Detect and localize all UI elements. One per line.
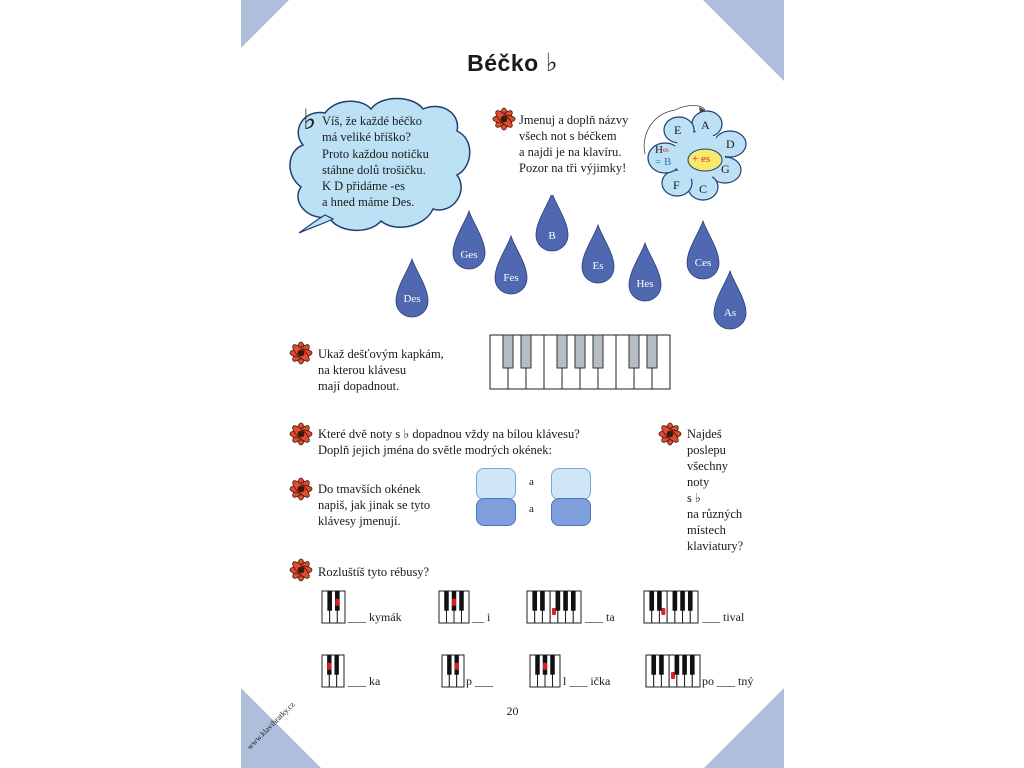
rebus-answer[interactable] bbox=[702, 610, 744, 625]
rebus-keyboard[interactable] bbox=[645, 654, 701, 688]
rebus-suffix: ta bbox=[606, 610, 615, 624]
marked-key-dot bbox=[455, 663, 459, 670]
task-find-blind: Najdeš poslepu všechny noty s ♭ na různých místech klaviatury? bbox=[687, 427, 744, 553]
rebus-suffix: i bbox=[487, 610, 491, 624]
black-key[interactable] bbox=[557, 335, 567, 368]
answer-line[interactable]: ___ bbox=[348, 674, 366, 688]
black-key[interactable] bbox=[657, 591, 662, 611]
drop-label: Des bbox=[403, 293, 421, 305]
corner-decoration-bottom-right bbox=[704, 688, 784, 768]
rebus-suffix: tný bbox=[738, 674, 754, 688]
marked-key-dot bbox=[661, 608, 665, 615]
black-key[interactable] bbox=[649, 591, 654, 611]
black-key[interactable] bbox=[571, 591, 576, 611]
answer-line[interactable]: ___ bbox=[475, 674, 493, 688]
black-key[interactable] bbox=[690, 655, 695, 675]
rebus-suffix: ička bbox=[590, 674, 611, 688]
answer-line[interactable]: ___ bbox=[569, 674, 588, 688]
flower-star-icon bbox=[491, 106, 517, 132]
rebus-answer[interactable] bbox=[563, 674, 610, 689]
rebus-prefix: l bbox=[563, 674, 567, 688]
flower-petal-d: D bbox=[726, 137, 735, 151]
black-key[interactable] bbox=[334, 655, 338, 675]
rebus-suffix: kymák bbox=[369, 610, 402, 624]
black-key[interactable] bbox=[535, 655, 540, 675]
flower-center-label: + es bbox=[692, 153, 711, 165]
black-key[interactable] bbox=[540, 591, 545, 611]
corner-decoration-top-left bbox=[241, 0, 291, 50]
rebus-suffix: tival bbox=[723, 610, 745, 624]
drop-label: B bbox=[548, 230, 556, 242]
rebus-answer[interactable] bbox=[702, 674, 753, 689]
black-key[interactable] bbox=[647, 335, 657, 368]
and-label: a bbox=[529, 503, 534, 515]
corner-decoration-bottom-left bbox=[241, 688, 321, 768]
rebus-keyboard[interactable] bbox=[526, 590, 582, 624]
flower-petal-c: C bbox=[699, 182, 708, 196]
and-label: a bbox=[529, 476, 534, 488]
title-text: Béčko bbox=[467, 50, 539, 76]
task-white-key-flats: Které dvě noty s ♭ dopadnou vždy na bílou klávesu? Doplň jejich jména do světle modrých okének: bbox=[318, 427, 580, 457]
black-key[interactable] bbox=[563, 591, 568, 611]
page-title bbox=[241, 48, 784, 77]
rebus-prefix: po bbox=[702, 674, 714, 688]
rebus-keyboard[interactable] bbox=[441, 654, 465, 688]
black-key[interactable] bbox=[532, 591, 537, 611]
rebus-keyboard[interactable] bbox=[529, 654, 561, 688]
task-name-flat-notes: Jmenuj a doplň názvy všech not s béčkem a najdi je na klavíru. Pozor na tři výjimky! bbox=[519, 113, 629, 175]
petal-b-label: = B bbox=[655, 156, 672, 168]
black-key[interactable] bbox=[680, 591, 685, 611]
black-key[interactable] bbox=[659, 655, 664, 675]
keyboard-illustration[interactable] bbox=[489, 334, 673, 392]
drop-label: Fes bbox=[503, 272, 519, 284]
black-key[interactable] bbox=[521, 335, 531, 368]
black-key[interactable] bbox=[556, 591, 561, 611]
black-key[interactable] bbox=[550, 655, 555, 675]
rebus-answer[interactable] bbox=[348, 610, 402, 625]
answer-line[interactable]: ___ bbox=[585, 610, 603, 624]
rebus-prefix: p bbox=[466, 674, 472, 688]
black-key[interactable] bbox=[575, 335, 585, 368]
light-answer-box[interactable] bbox=[476, 468, 516, 500]
black-key[interactable] bbox=[459, 591, 464, 611]
rebus-keyboard[interactable] bbox=[321, 654, 345, 688]
black-key[interactable] bbox=[327, 591, 332, 611]
marked-key-dot bbox=[327, 663, 331, 670]
rebus-suffix: ka bbox=[369, 674, 381, 688]
note-flower-diagram bbox=[635, 96, 755, 208]
flower-star-icon bbox=[288, 476, 314, 502]
answer-line[interactable]: __ bbox=[472, 610, 484, 624]
drop-label: As bbox=[723, 307, 737, 319]
petal-h-label: H bbox=[655, 144, 663, 156]
rebus-answer[interactable] bbox=[466, 674, 493, 689]
black-key[interactable] bbox=[444, 591, 449, 611]
rebus-keyboard[interactable] bbox=[438, 590, 470, 624]
marked-key-dot bbox=[552, 608, 556, 615]
dark-answer-box[interactable] bbox=[551, 498, 591, 526]
black-key[interactable] bbox=[593, 335, 603, 368]
flower-petal-h bbox=[655, 144, 671, 168]
answer-line[interactable]: ___ bbox=[717, 674, 735, 688]
flower-petal-a: A bbox=[701, 118, 710, 132]
marked-key-dot bbox=[543, 663, 547, 670]
flat-symbol-icon: ♭ bbox=[303, 103, 317, 136]
flower-petal-e: E bbox=[674, 123, 682, 137]
petal-es-label: es bbox=[662, 146, 669, 154]
rebus-answer[interactable] bbox=[348, 674, 380, 689]
cloud-poem: Víš, že každé béčko má veliké bříško? Proto každou notičku stáhne dolů trošičku. K D přidáme -es a hned máme Des. bbox=[322, 114, 429, 210]
black-key[interactable] bbox=[675, 655, 680, 675]
drop-label: Hes bbox=[636, 278, 654, 290]
task-dark-boxes: Do tmavších okének napiš, jak jinak se tyto klávesy jmenují. bbox=[318, 482, 431, 528]
flower-star-icon bbox=[288, 557, 314, 583]
black-key[interactable] bbox=[447, 655, 451, 675]
task-rebus: Rozluštíš tyto rébusy? bbox=[318, 565, 430, 579]
rebus-answer[interactable] bbox=[472, 610, 490, 625]
answer-line[interactable]: ___ bbox=[702, 610, 720, 624]
drop-label: Ces bbox=[694, 257, 712, 269]
website-url[interactable]: www.klavihratky.cz bbox=[245, 699, 297, 752]
flower-petal-f: F bbox=[673, 178, 680, 192]
flower-star-icon bbox=[288, 340, 314, 366]
flower-star-icon bbox=[657, 421, 683, 447]
flower-petal-g: G bbox=[721, 162, 730, 176]
black-key[interactable] bbox=[651, 655, 656, 675]
dark-answer-box[interactable] bbox=[476, 498, 516, 526]
black-key[interactable] bbox=[682, 655, 687, 675]
marked-key-dot bbox=[671, 672, 675, 679]
flat-symbol-icon: ♭ bbox=[545, 48, 558, 77]
drop-label: Es bbox=[592, 260, 604, 272]
rebus-keyboard[interactable] bbox=[321, 590, 346, 624]
black-key[interactable] bbox=[688, 591, 693, 611]
rebus-keyboard[interactable] bbox=[643, 590, 699, 624]
black-key[interactable] bbox=[629, 335, 639, 368]
page-number: 20 bbox=[506, 704, 519, 718]
black-key[interactable] bbox=[673, 591, 678, 611]
answer-line[interactable]: ___ bbox=[348, 610, 366, 624]
drop-label: Ges bbox=[460, 249, 478, 261]
marked-key-dot bbox=[452, 599, 456, 606]
workbook-page bbox=[241, 0, 784, 768]
flower-star-icon bbox=[288, 421, 314, 447]
task-rain-keys: Ukaž dešťovým kapkám, na kterou klávesu mají dopadnout. bbox=[318, 347, 444, 393]
light-answer-box[interactable] bbox=[551, 468, 591, 500]
black-key[interactable] bbox=[503, 335, 513, 368]
marked-key-dot bbox=[335, 599, 339, 606]
rebus-answer[interactable] bbox=[585, 610, 615, 625]
